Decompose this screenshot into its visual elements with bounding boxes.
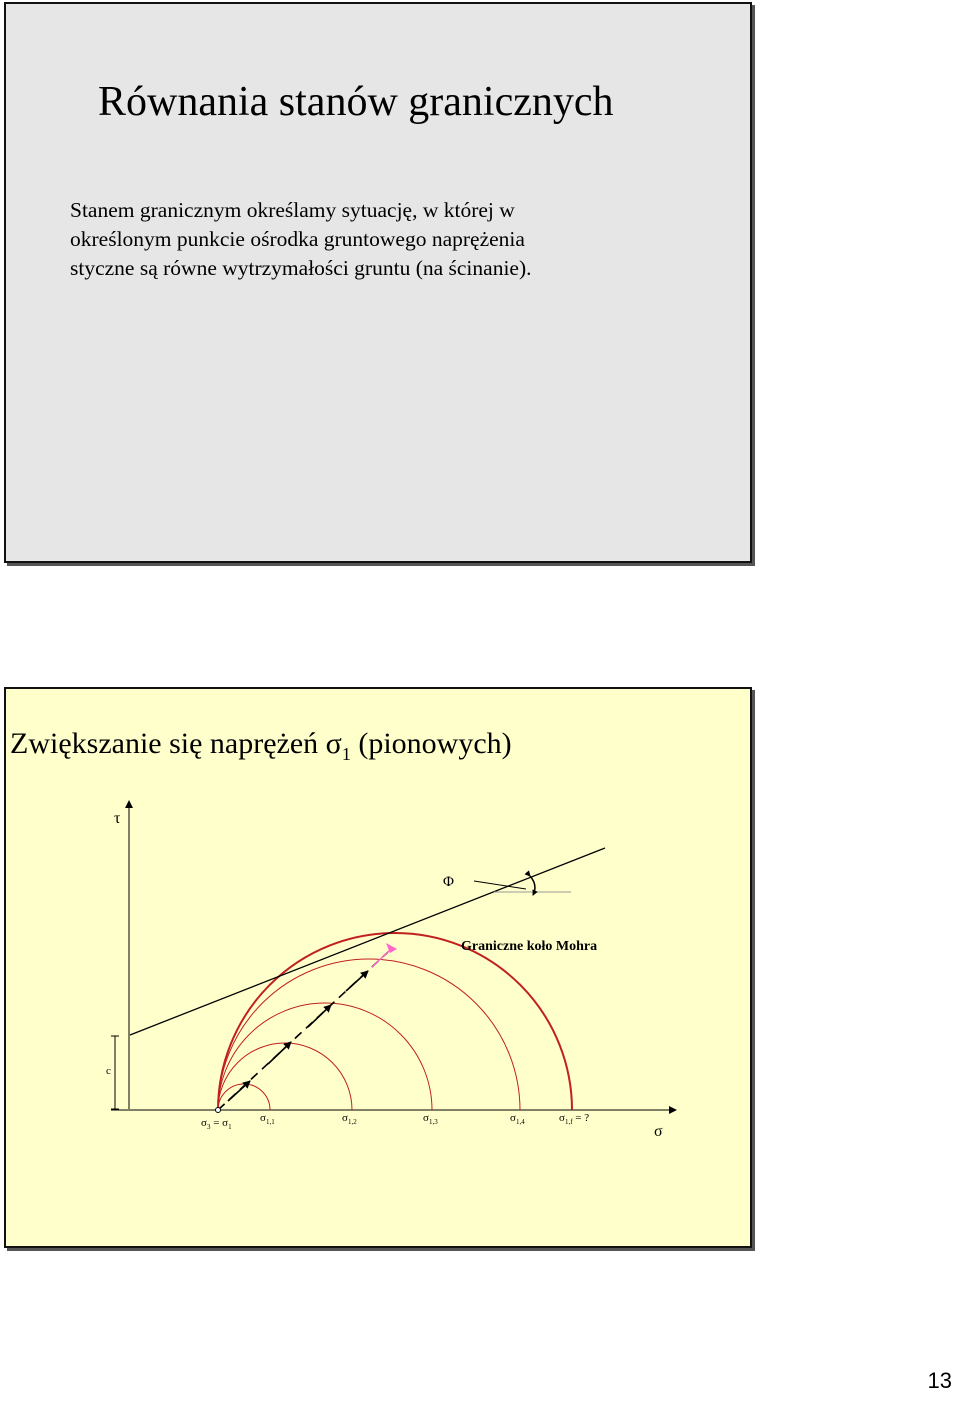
slide-1 — [4, 2, 752, 563]
sigma-tick-label — [342, 1112, 357, 1126]
sigma1-sub: 1 — [228, 1123, 232, 1131]
body-line: określonym punkcie ośrodka gruntowego naprężenia — [70, 227, 525, 251]
sigma3-base: σ — [201, 1117, 207, 1129]
mohr-circle-4 — [218, 959, 520, 1110]
mohr-diagram — [6, 689, 750, 1246]
sigma-tick-label — [559, 1112, 589, 1126]
sigma-axis-label: σ — [654, 1123, 663, 1140]
tick-base: σ — [260, 1112, 266, 1124]
tick-sub: 1,3 — [428, 1118, 438, 1126]
tick-suffix: = ? — [572, 1112, 590, 1124]
page-number: 13 — [927, 1368, 952, 1393]
mohr-circle-2 — [218, 1043, 352, 1110]
title-main: Zwiększanie się naprężeń σ — [10, 727, 342, 760]
body-line: Stanem granicznym określamy sytuację, w której w — [70, 198, 515, 222]
stress-arrow-3 — [308, 1005, 331, 1027]
tick-sub: 1,1 — [265, 1118, 275, 1126]
tick-base: σ — [342, 1112, 348, 1124]
tick-sub: 1,4 — [515, 1118, 525, 1126]
mohr-circle-1 — [218, 1084, 270, 1110]
stress-arrow-2 — [268, 1042, 291, 1064]
slide-1-body — [70, 196, 670, 283]
slide-1-title: Równania stanów granicznych — [98, 79, 614, 125]
tick-sub: 1,2 — [347, 1118, 357, 1126]
title-tail: (pionowych) — [350, 727, 512, 760]
title-sub: 1 — [341, 744, 351, 764]
stress-arrow-tip — [372, 950, 390, 967]
body-line: styczne są równe wytrzymałości gruntu (na ścinanie). — [70, 256, 532, 280]
c-label: c — [106, 1065, 111, 1077]
sigma-tick-label — [423, 1112, 438, 1126]
tick-base: σ — [510, 1112, 516, 1124]
slide-2 — [4, 687, 752, 1248]
stress-arrow-4 — [346, 971, 368, 991]
mohr-circle-label: Graniczne koło Mohra — [461, 939, 598, 954]
mohr-circle-limit — [218, 933, 572, 1110]
sigma-tick-label — [510, 1112, 525, 1126]
eq-sign: = — [210, 1117, 223, 1129]
tau-axis-label: τ — [114, 810, 121, 827]
tick-sub: 1,f — [564, 1118, 573, 1126]
tick-base: σ — [423, 1112, 429, 1124]
sigma-tick-label — [260, 1112, 275, 1126]
sigma3-sigma1-label — [201, 1117, 232, 1131]
phi-label: Φ — [443, 874, 454, 890]
sigma1-base: σ — [222, 1117, 229, 1129]
sigma3-sub: 3 — [206, 1123, 211, 1131]
sigma3-point — [216, 1108, 221, 1113]
tick-base: σ — [559, 1112, 565, 1124]
